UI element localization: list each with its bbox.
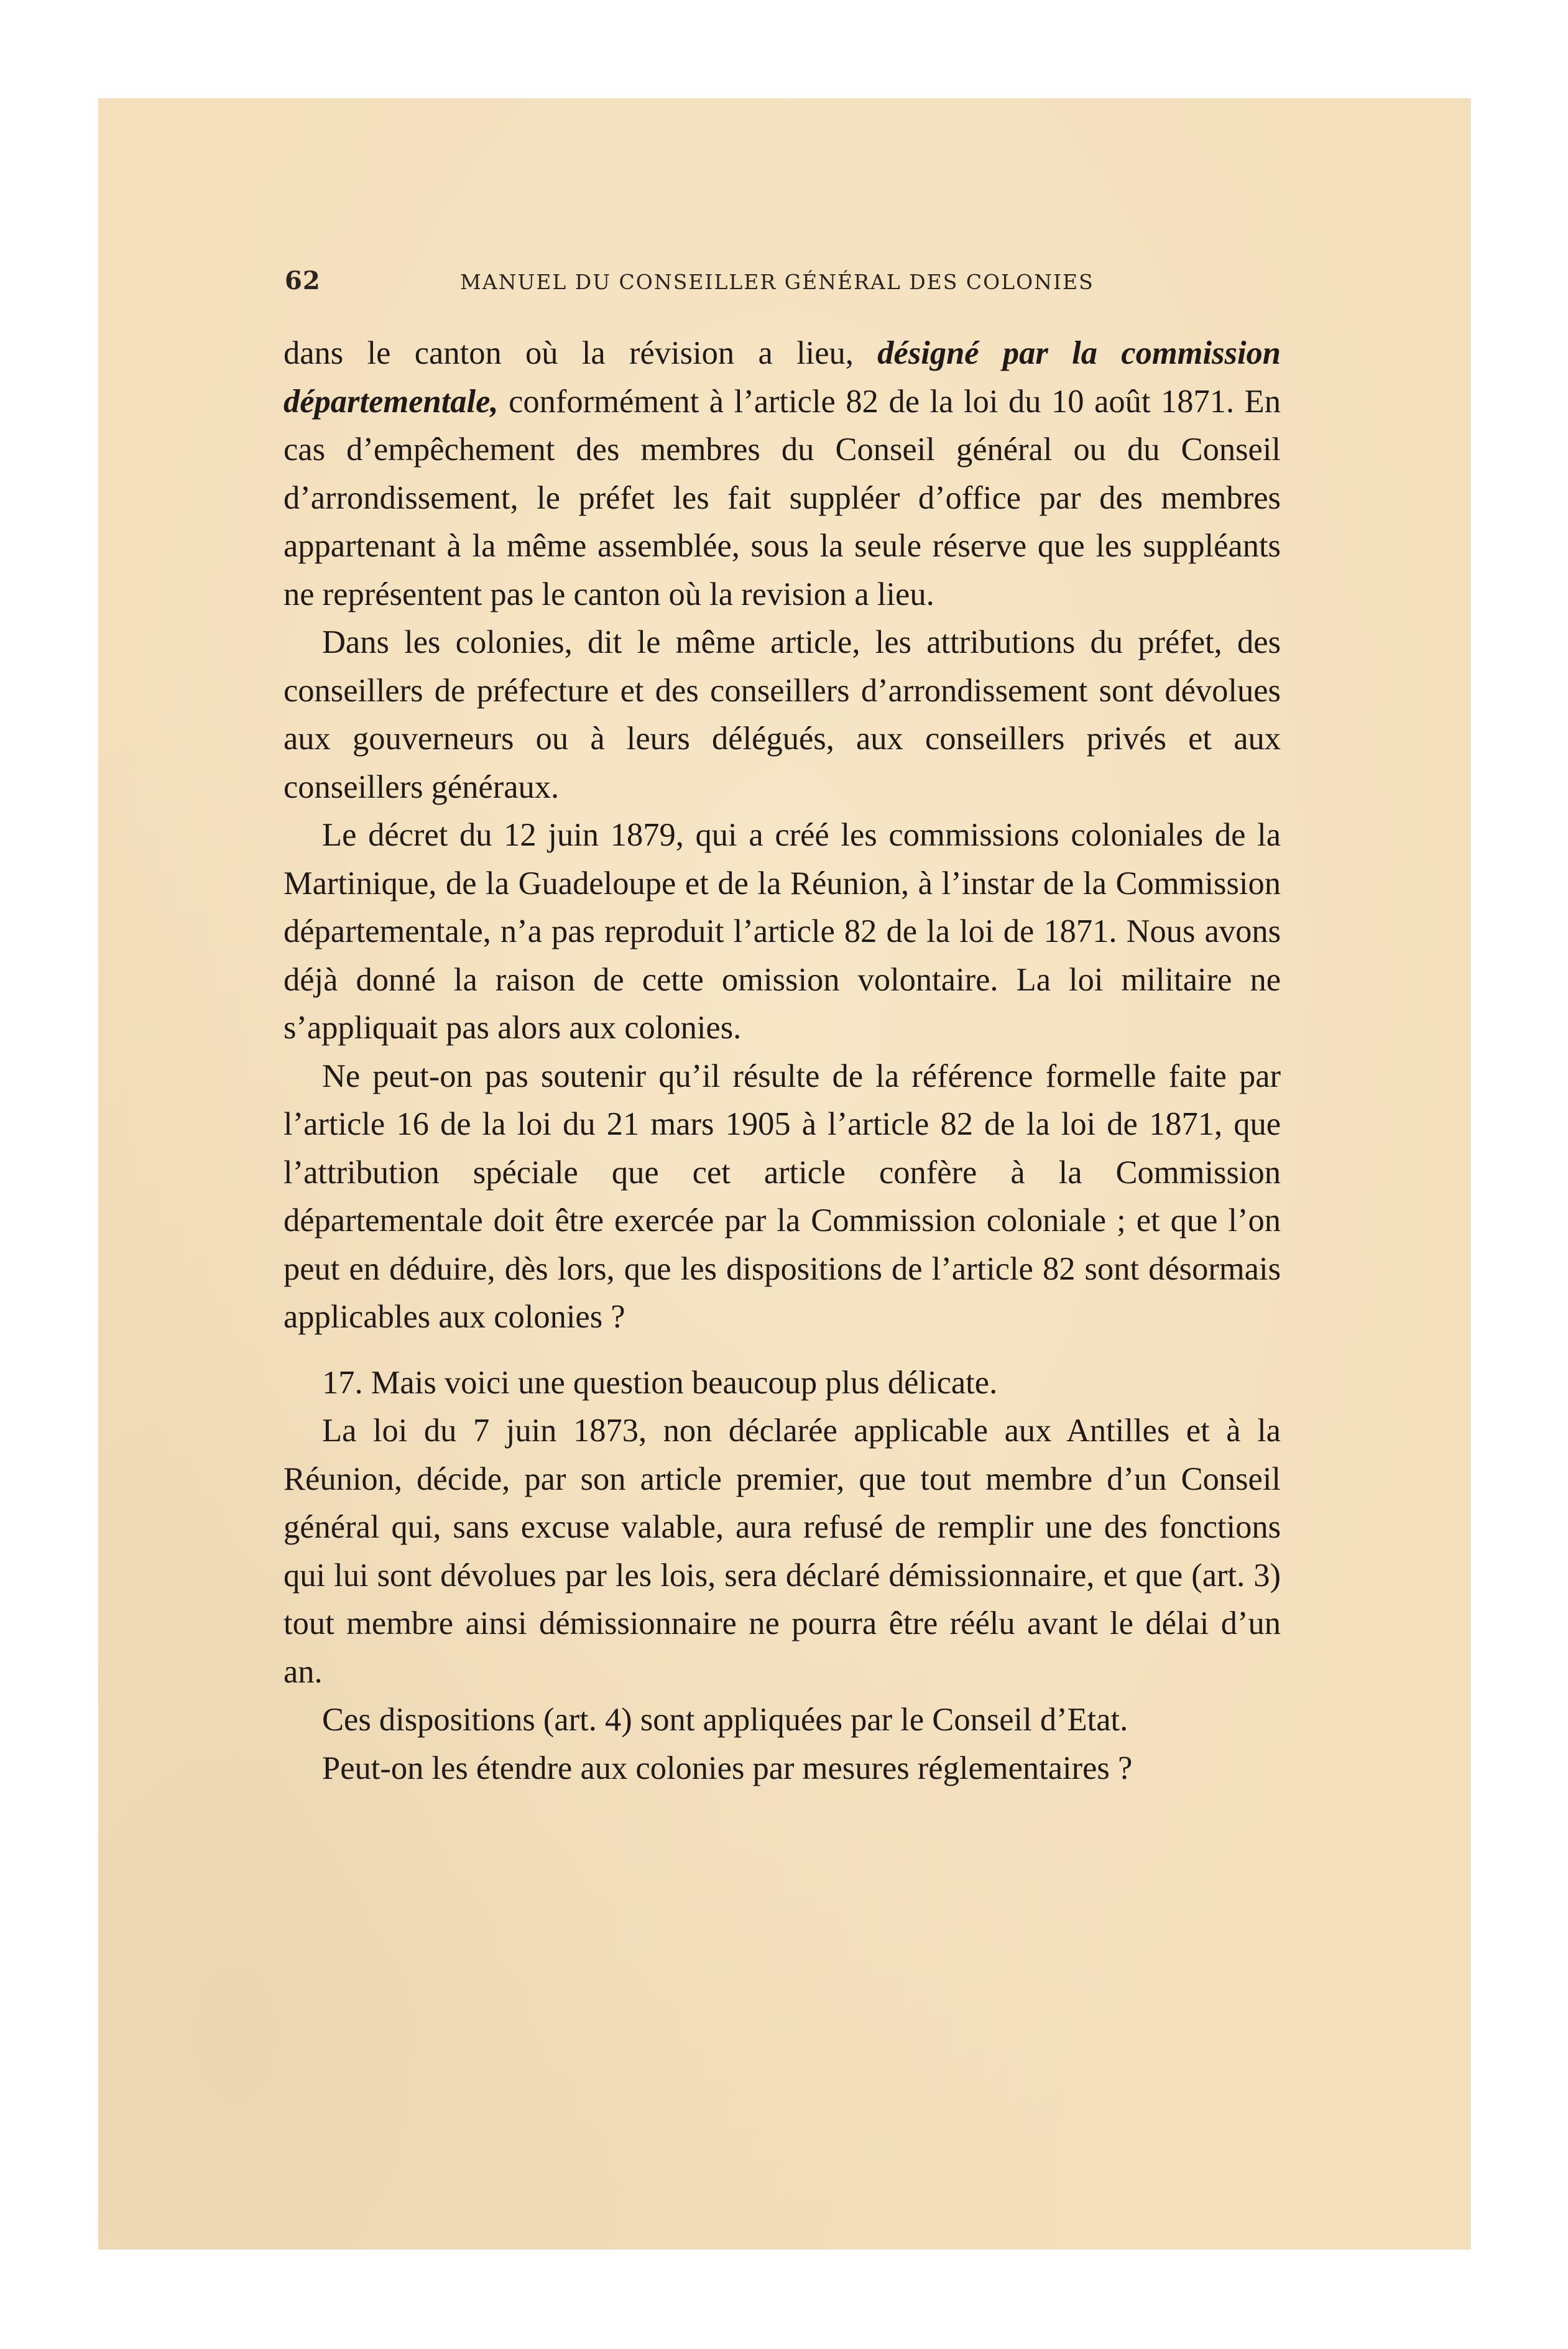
running-header	[285, 266, 1280, 303]
paragraph-1-text-b: conformément à l’article 82 de la loi du 10 août 1871. En cas d’empêchement des membres du Conseil général ou du Conseil d’arrondissement, le préfet les fait suppléer d’office par des membres appartenant à la même assemblée, sous la seule réserve que les suppléants ne représentent pas le canton où la revision a lieu.	[284, 383, 1281, 612]
paragraph-1-text-a: dans le canton où la révision a lieu,	[284, 335, 878, 371]
paragraph-8: Peut-on les étendre aux colonies par mesures réglementaires ?	[322, 1750, 1133, 1786]
body-text	[284, 330, 1281, 1793]
paragraph-7: Ces dispositions (art. 4) sont appliquées par le Conseil d’Etat.	[322, 1702, 1128, 1738]
paragraph-2: Dans les colonies, dit le même article, les attributions du préfet, des conseillers de préfecture et des conseillers d’arrondissement sont dévolues aux gouverneurs ou à leurs délégués, aux conseillers privés et aux conseillers généraux.	[284, 624, 1281, 805]
section-17-heading: 17. Mais voici une question beaucoup plus délicate.	[322, 1364, 998, 1401]
paragraph-1	[284, 330, 1281, 619]
paragraph-1-emphasis: désigné par la commission départementale,	[284, 335, 1281, 420]
page-number: 62	[285, 266, 321, 295]
running-title: MANUEL DU CONSEILLER GÉNÉRAL DES COLONIES	[460, 270, 1094, 294]
paragraph-4: Ne peut-on pas soutenir qu’il résulte de la référence formelle faite par l’article 16 de la loi du 21 mars 1905 à l’article 82 de la loi de 1871, que l’attribution spéciale que cet article confère à la Commission départementale doit être exercée par la Commission coloniale ; et que l’on peut en déduire, dès lors, que les dispositions de l’article 82 sont désormais applicables aux colonies ?	[284, 1058, 1281, 1335]
paragraph-6: La loi du 7 juin 1873, non déclarée applicable aux Antilles et à la Réunion, décide, par son article premier, que tout membre d’un Conseil général qui, sans excuse valable, aura refusé de remplir une des fonctions qui lui sont dévolues par les lois, sera déclaré démissionnaire, et que (art. 3) tout membre ainsi démissionnaire ne pourra être réélu avant le délai d’un an.	[284, 1413, 1281, 1690]
paragraph-3: Le décret du 12 juin 1879, qui a créé les commissions coloniales de la Martinique, de la Guadeloupe et de la Réunion, à l’instar de la Commission départementale, n’a pas reproduit l’article 82 de la loi de 1871. Nous avons déjà donné la raison de cette omission volontaire. La loi militaire ne s’appliquait pas alors aux colonies.	[284, 817, 1281, 1046]
book-page	[98, 98, 1471, 2250]
